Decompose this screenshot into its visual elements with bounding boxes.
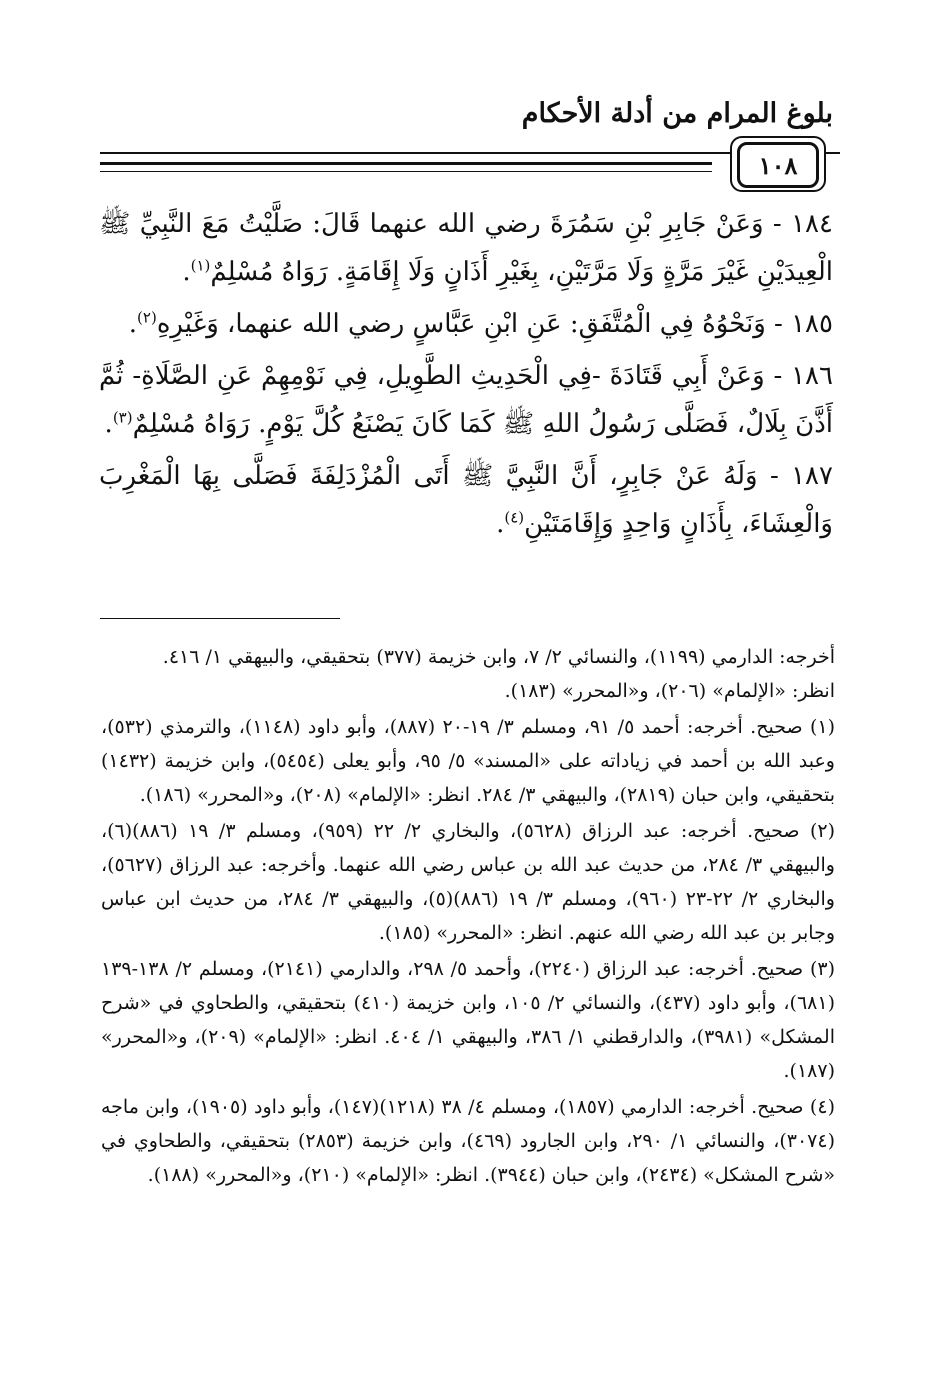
- footnote-reference[interactable]: (٢): [137, 308, 157, 327]
- footnote-3: [101, 952, 835, 1088]
- hadith-list: [99, 200, 833, 552]
- footnotes: [101, 640, 835, 1194]
- footnote-intro: [101, 640, 835, 708]
- footnote-reference[interactable]: (٣): [112, 408, 133, 427]
- footnote-4: [101, 1090, 835, 1192]
- hadith-187: [99, 452, 833, 548]
- hadith-text: ١٨٦ - وَعَنْ أَبِي قَتَادَةَ -فِي الْحَدِيثِ الطَّوِيلِ، فِي نَوْمِهِمْ عَنِ الصَّلَاةِ- ثُمَّ أَذَّنَ بِلَالٌ، فَصَلَّى رَسُولُ اللهِ ﷺ كَمَا كَانَ يَصْنَعُ كُلَّ يَوْمٍ. رَوَاهُ مُسْلِمٌ: [99, 361, 833, 439]
- hadith-end: .: [496, 509, 505, 539]
- footnote-2: [101, 814, 835, 950]
- footnote-line: أخرجه: الدارمي (١١٩٩)، والنسائي ٢/ ٧، وابن خزيمة (٣٧٧) بتحقيقي، والبيهقي ١/ ٤١٦.: [162, 646, 835, 668]
- footnote-separator: [100, 618, 340, 619]
- header-rule-middle: [100, 162, 712, 165]
- footnote-line: (٣) صحيح. أخرجه: عبد الرزاق (٢٢٤٠)، وأحمد ٥/ ٢٩٨، والدارمي (٢١٤١)، ومسلم ٢/ ١٣٨-١٣٩ (٦٨١)، وأبو داود (٤٣٧)، والنسائي ٢/ ١٠٥، وابن خزيمة (٤١٠) بتحقيقي، والطحاوي في «شرح المشكل» (٣٩٨١)، والدارقطني ١/ ٣٨٦، والبيهقي ١/ ٤٠٤. انظر: «الإلمام» (٢٠٩)، و«المحرر» (١٨٧).: [101, 958, 836, 1082]
- footnote-line: (١) صحيح. أخرجه: أحمد ٥/ ٩١، ومسلم ٣/ ١٩-٢٠ (٨٨٧)، وأبو داود (١١٤٨)، والترمذي (٥٣٢)، وعبد الله بن أحمد في زياداته على «المسند» ٥/ ٩٥، وأبو يعلى (٥٤٥٤)، وابن خزيمة (١٤٣٢) بتحقيقي، وابن حبان (٢٨١٩)، والبيهقي ٣/ ٢٨٤. انظر: «الإلمام» (٢٠٨)، و«المحرر» (١٨٦).: [101, 716, 836, 806]
- running-header-title: بلوغ المرام من أدلة الأحكام: [521, 98, 833, 129]
- footnote-line: انظر: «الإلمام» (٢٠٦)، و«المحرر» (١٨٣).: [504, 680, 835, 702]
- hadith-184: [99, 200, 833, 296]
- footnote-reference[interactable]: (١): [190, 256, 211, 275]
- hadith-text: ١٨٤ - وَعَنْ جَابِرِ بْنِ سَمُرَةَ رضي الله عنهما قَالَ: صَلَّيْتُ مَعَ النَّبِيِّ ﷺ الْعِيدَيْنِ غَيْرَ مَرَّةٍ وَلَا مَرَّتَيْنِ، بِغَيْرِ أَذَانٍ وَلَا إِقَامَةٍ. رَوَاهُ مُسْلِمٌ: [99, 209, 833, 287]
- hadith-186: [99, 352, 833, 448]
- hadith-end: .: [104, 409, 113, 439]
- footnote-line: (٤) صحيح. أخرجه: الدارمي (١٨٥٧)، ومسلم ٤/ ٣٨ (١٢١٨)(١٤٧)، وأبو داود (١٩٠٥)، وابن ماجه (٣٠٧٤)، والنسائي ١/ ٢٩٠، وابن الجارود (٤٦٩)، وابن خزيمة (٢٨٥٣) بتحقيقي، والطحاوي في «شرح المشكل» (٢٤٣٤)، وابن حبان (٣٩٤٤). انظر: «الإلمام» (٢١٠)، و«المحرر» (١٨٨).: [101, 1096, 835, 1186]
- hadith-end: .: [128, 309, 138, 339]
- footnote-1: [101, 710, 835, 812]
- footnote-reference[interactable]: (٤): [504, 508, 525, 527]
- hadith-text: ١٨٧ - وَلَهُ عَنْ جَابِرٍ، أَنَّ النَّبِيَّ ﷺ أَتَى الْمُزْدَلِفَةَ فَصَلَّى بِهَا الْمَغْرِبَ وَالْعِشَاءَ، بِأَذَانٍ وَاحِدٍ وَإِقَامَتَيْنِ: [99, 461, 833, 539]
- page-number: ١٠٨: [737, 142, 819, 188]
- hadith-185: [99, 300, 833, 348]
- header-rule-bottom: [100, 171, 712, 172]
- hadith-text: ١٨٥ - وَنَحْوُهُ فِي الْمُتَّفَقِ: عَنِ ابْنِ عَبَّاسٍ رضي الله عنهما، وَغَيْرِهِ: [156, 309, 833, 339]
- footnote-line: (٢) صحيح. أخرجه: عبد الرزاق (٥٦٢٨)، والبخاري ٢/ ٢٢ (٩٥٩)، ومسلم ٣/ ١٩ (٨٨٦)(٦)، والبيهقي ٣/ ٢٨٤، من حديث عبد الله بن عباس رضي الله عنهما. وأخرجه: عبد الرزاق (٥٦٢٧)، والبخاري ٢/ ٢٢-٢٣ (٩٦٠)، ومسلم ٣/ ١٩ (٨٨٦)(٥)، والبيهقي ٣/ ٢٨٤، من حديث ابن عباس وجابر بن عبد الله رضي الله عنهم. انظر: «المحرر» (١٨٥).: [101, 820, 836, 944]
- header-rule-top: [100, 152, 840, 154]
- hadith-end: .: [182, 257, 191, 287]
